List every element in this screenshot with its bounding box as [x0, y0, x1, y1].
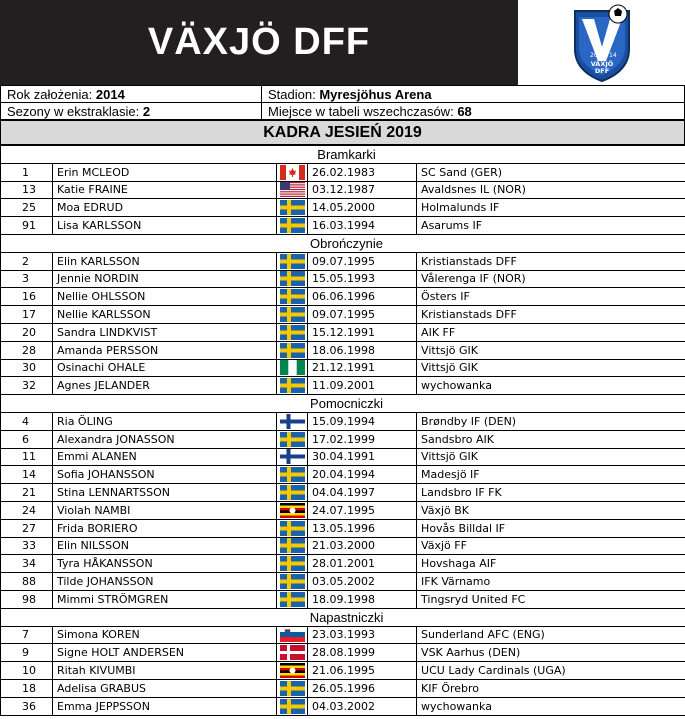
finland-flag-icon: [280, 414, 305, 429]
stadium-cell: [262, 86, 685, 103]
player-row: [1, 662, 685, 680]
founded-label: Rok założenia:: [7, 86, 93, 102]
founded-cell: [1, 86, 262, 103]
player-name: Emmi ALANEN: [53, 448, 277, 466]
player-flag: [277, 590, 308, 608]
player-name: Alexandra JONASSON: [53, 430, 277, 448]
player-row: [1, 519, 685, 537]
player-previous-club: Vittsjö GIK: [417, 341, 685, 359]
player-dob: 28.01.2001: [308, 555, 417, 573]
player-dob: 09.07.1995: [308, 252, 417, 270]
player-number: 30: [1, 359, 53, 377]
player-flag: [277, 555, 308, 573]
sweden-flag-icon: [280, 699, 305, 714]
sweden-flag-icon: [280, 200, 305, 215]
player-number: 18: [1, 679, 53, 697]
player-flag: [277, 484, 308, 502]
player-number: 28: [1, 341, 53, 359]
player-dob: 14.05.2000: [308, 199, 417, 217]
player-flag: [277, 270, 308, 288]
squad-title: KADRA JESIEŃ 2019: [0, 120, 685, 145]
player-dob: 30.04.1991: [308, 448, 417, 466]
player-flag: [277, 252, 308, 270]
player-flag: [277, 430, 308, 448]
player-name: Osinachi OHALE: [53, 359, 277, 377]
player-dob: 21.12.1991: [308, 359, 417, 377]
canada-flag-icon: [280, 165, 305, 180]
player-name: Ritah KIVUMBI: [53, 662, 277, 680]
player-number: 33: [1, 537, 53, 555]
player-dob: 21.03.2000: [308, 537, 417, 555]
section-header: [1, 395, 685, 413]
club-info-table: [0, 85, 685, 120]
player-dob: 24.07.1995: [308, 501, 417, 519]
player-number: 98: [1, 590, 53, 608]
player-previous-club: Landsbro IF FK: [417, 484, 685, 502]
slovenia-flag-icon: [280, 627, 305, 642]
player-row: [1, 199, 685, 217]
player-dob: 18.09.1998: [308, 590, 417, 608]
player-name: Signe HOLT ANDERSEN: [53, 644, 277, 662]
seasons-label: Sezony w ekstraklasie:: [7, 103, 140, 119]
player-name: Sandra LINDKVIST: [53, 323, 277, 341]
player-row: [1, 359, 685, 377]
player-dob: 06.06.1996: [308, 288, 417, 306]
roster-table: [0, 145, 685, 716]
player-name: Sofia JOHANSSON: [53, 466, 277, 484]
player-number: 1: [1, 163, 53, 181]
sweden-flag-icon: [280, 556, 305, 571]
player-flag: [277, 644, 308, 662]
player-number: 10: [1, 662, 53, 680]
player-dob: 20.04.1994: [308, 466, 417, 484]
player-row: [1, 288, 685, 306]
player-name: Lisa KARLSSON: [53, 217, 277, 235]
player-number: 36: [1, 697, 53, 715]
sweden-flag-icon: [280, 271, 305, 286]
player-row: [1, 430, 685, 448]
player-name: Adelisa GRABUS: [53, 679, 277, 697]
sweden-flag-icon: [280, 521, 305, 536]
player-dob: 18.06.1998: [308, 341, 417, 359]
player-number: 11: [1, 448, 53, 466]
player-previous-club: AIK FF: [417, 323, 685, 341]
player-name: Stina LENNARTSSON: [53, 484, 277, 502]
player-number: 24: [1, 501, 53, 519]
stadium-value: Myresjöhus Arena: [319, 86, 432, 102]
player-dob: 16.03.1994: [308, 217, 417, 235]
player-dob: 04.03.2002: [308, 697, 417, 715]
player-flag: [277, 341, 308, 359]
player-previous-club: VSK Aarhus (DEN): [417, 644, 685, 662]
player-dob: 17.02.1999: [308, 430, 417, 448]
section-header: [1, 608, 685, 626]
player-dob: 13.05.1996: [308, 519, 417, 537]
player-previous-club: Växjö FF: [417, 537, 685, 555]
player-previous-club: Vålerenga IF (NOR): [417, 270, 685, 288]
alltime-label: Miejsce w tabeli wszechczasów:: [268, 103, 454, 119]
section-header: [1, 234, 685, 252]
player-flag: [277, 306, 308, 324]
player-dob: 03.05.2002: [308, 573, 417, 591]
player-name: Mimmi STRÖMGREN: [53, 590, 277, 608]
player-dob: 09.07.1995: [308, 306, 417, 324]
section-title: Bramkarki: [277, 146, 417, 164]
section-title: Obrończynie: [277, 234, 417, 252]
player-flag: [277, 288, 308, 306]
player-previous-club: SC Sand (GER): [417, 163, 685, 181]
player-name: Elin KARLSSON: [53, 252, 277, 270]
player-name: Moa EDRUD: [53, 199, 277, 217]
player-previous-club: Vittsjö GIK: [417, 448, 685, 466]
player-number: 34: [1, 555, 53, 573]
uganda-flag-icon: [280, 503, 305, 518]
sweden-flag-icon: [280, 681, 305, 696]
player-previous-club: KIF Örebro: [417, 679, 685, 697]
sweden-flag-icon: [280, 378, 305, 393]
player-row: [1, 573, 685, 591]
player-dob: 26.02.1983: [308, 163, 417, 181]
player-row: [1, 163, 685, 181]
denmark-flag-icon: [280, 645, 305, 660]
player-row: [1, 181, 685, 199]
player-row: [1, 501, 685, 519]
player-flag: [277, 573, 308, 591]
player-number: 3: [1, 270, 53, 288]
sweden-flag-icon: [280, 467, 305, 482]
uganda-flag-icon: [280, 663, 305, 678]
player-name: Ria ÖLING: [53, 412, 277, 430]
player-previous-club: Vittsjö GIK: [417, 359, 685, 377]
player-dob: 15.09.1994: [308, 412, 417, 430]
player-flag: [277, 679, 308, 697]
sweden-flag-icon: [280, 485, 305, 500]
svg-text:VÄXJÖ: VÄXJÖ: [590, 59, 613, 68]
player-dob: 11.09.2001: [308, 377, 417, 395]
player-number: 2: [1, 252, 53, 270]
player-name: Amanda PERSSON: [53, 341, 277, 359]
club-crest-icon: [572, 3, 632, 83]
player-name: Frida BORIERO: [53, 519, 277, 537]
sweden-flag-icon: [280, 325, 305, 340]
player-number: 13: [1, 181, 53, 199]
alltime-value: 68: [457, 103, 472, 119]
sweden-flag-icon: [280, 218, 305, 233]
player-flag: [277, 323, 308, 341]
player-name: Nellie KARLSSON: [53, 306, 277, 324]
player-number: 4: [1, 412, 53, 430]
player-number: 32: [1, 377, 53, 395]
player-row: [1, 697, 685, 715]
player-flag: [277, 199, 308, 217]
player-row: [1, 484, 685, 502]
player-row: [1, 412, 685, 430]
usa-flag-icon: [280, 182, 305, 197]
player-flag: [277, 163, 308, 181]
player-row: [1, 323, 685, 341]
player-name: Erin MCLEOD: [53, 163, 277, 181]
player-previous-club: Sandsbro AIK: [417, 430, 685, 448]
player-row: [1, 626, 685, 644]
player-number: 21: [1, 484, 53, 502]
sweden-flag-icon: [280, 592, 305, 607]
player-name: Elin NILSSON: [53, 537, 277, 555]
player-previous-club: Tingsryd United FC: [417, 590, 685, 608]
svg-text:14: 14: [608, 51, 617, 59]
player-row: [1, 555, 685, 573]
section-header: [1, 146, 685, 164]
alltime-cell: [262, 103, 685, 120]
player-row: [1, 590, 685, 608]
player-row: [1, 341, 685, 359]
player-flag: [277, 626, 308, 644]
player-row: [1, 537, 685, 555]
player-previous-club: Brøndby IF (DEN): [417, 412, 685, 430]
player-previous-club: wychowanka: [417, 377, 685, 395]
player-flag: [277, 217, 308, 235]
player-flag: [277, 501, 308, 519]
player-flag: [277, 359, 308, 377]
sweden-flag-icon: [280, 289, 305, 304]
player-previous-club: Avaldsnes IL (NOR): [417, 181, 685, 199]
founded-value: 2014: [95, 86, 125, 102]
player-row: [1, 217, 685, 235]
player-previous-club: UCU Lady Cardinals (UGA): [417, 662, 685, 680]
sweden-flag-icon: [280, 343, 305, 358]
player-number: 25: [1, 199, 53, 217]
player-number: 9: [1, 644, 53, 662]
player-name: Jennie NORDIN: [53, 270, 277, 288]
player-previous-club: Hovshaga AIF: [417, 555, 685, 573]
seasons-cell: [1, 103, 262, 120]
club-logo: [518, 0, 685, 85]
player-name: Agnes JELANDER: [53, 377, 277, 395]
player-number: 7: [1, 626, 53, 644]
player-dob: 23.03.1993: [308, 626, 417, 644]
player-previous-club: Asarums IF: [417, 217, 685, 235]
section-title: Napastniczki: [277, 608, 417, 626]
player-previous-club: Östers IF: [417, 288, 685, 306]
player-previous-club: Hovås Billdal IF: [417, 519, 685, 537]
player-number: 27: [1, 519, 53, 537]
player-name: Emma JEPPSSON: [53, 697, 277, 715]
player-flag: [277, 448, 308, 466]
player-row: [1, 448, 685, 466]
player-dob: 28.08.1999: [308, 644, 417, 662]
player-dob: 26.05.1996: [308, 679, 417, 697]
player-row: [1, 466, 685, 484]
svg-text:DFF: DFF: [594, 66, 609, 75]
player-row: [1, 377, 685, 395]
player-name: Violah NAMBI: [53, 501, 277, 519]
player-row: [1, 679, 685, 697]
player-name: Katie FRAINE: [53, 181, 277, 199]
finland-flag-icon: [280, 449, 305, 464]
player-name: Simona KOREN: [53, 626, 277, 644]
player-number: 6: [1, 430, 53, 448]
player-previous-club: Växjö BK: [417, 501, 685, 519]
player-previous-club: Sunderland AFC (ENG): [417, 626, 685, 644]
player-flag: [277, 697, 308, 715]
player-dob: 04.04.1997: [308, 484, 417, 502]
player-name: Tyra HÅKANSSON: [53, 555, 277, 573]
player-previous-club: Holmalunds IF: [417, 199, 685, 217]
player-previous-club: Kristianstads DFF: [417, 252, 685, 270]
player-dob: 15.12.1991: [308, 323, 417, 341]
player-number: 88: [1, 573, 53, 591]
player-flag: [277, 181, 308, 199]
player-name: Tilde JOHANSSON: [53, 573, 277, 591]
sweden-flag-icon: [280, 432, 305, 447]
section-title: Pomocniczki: [277, 395, 417, 413]
player-row: [1, 270, 685, 288]
player-row: [1, 644, 685, 662]
player-dob: 15.05.1993: [308, 270, 417, 288]
player-number: 17: [1, 306, 53, 324]
sweden-flag-icon: [280, 254, 305, 269]
player-flag: [277, 537, 308, 555]
player-flag: [277, 662, 308, 680]
player-number: 16: [1, 288, 53, 306]
sweden-flag-icon: [280, 307, 305, 322]
header: [0, 0, 685, 85]
player-number: 20: [1, 323, 53, 341]
player-flag: [277, 519, 308, 537]
player-dob: 03.12.1987: [308, 181, 417, 199]
player-flag: [277, 412, 308, 430]
stadium-label: Stadion:: [268, 86, 316, 102]
sweden-flag-icon: [280, 574, 305, 589]
player-name: Nellie OHLSSON: [53, 288, 277, 306]
sweden-flag-icon: [280, 538, 305, 553]
player-row: [1, 252, 685, 270]
svg-text:20: 20: [589, 51, 598, 59]
player-row: [1, 306, 685, 324]
player-previous-club: wychowanka: [417, 697, 685, 715]
player-dob: 21.06.1995: [308, 662, 417, 680]
player-flag: [277, 377, 308, 395]
player-number: 14: [1, 466, 53, 484]
club-title: VÄXJÖ DFF: [0, 0, 518, 85]
nigeria-flag-icon: [280, 360, 305, 375]
player-previous-club: Kristianstads DFF: [417, 306, 685, 324]
player-flag: [277, 466, 308, 484]
player-previous-club: Madesjö IF: [417, 466, 685, 484]
player-number: 91: [1, 217, 53, 235]
player-previous-club: IFK Värnamo: [417, 573, 685, 591]
seasons-value: 2: [142, 103, 151, 119]
